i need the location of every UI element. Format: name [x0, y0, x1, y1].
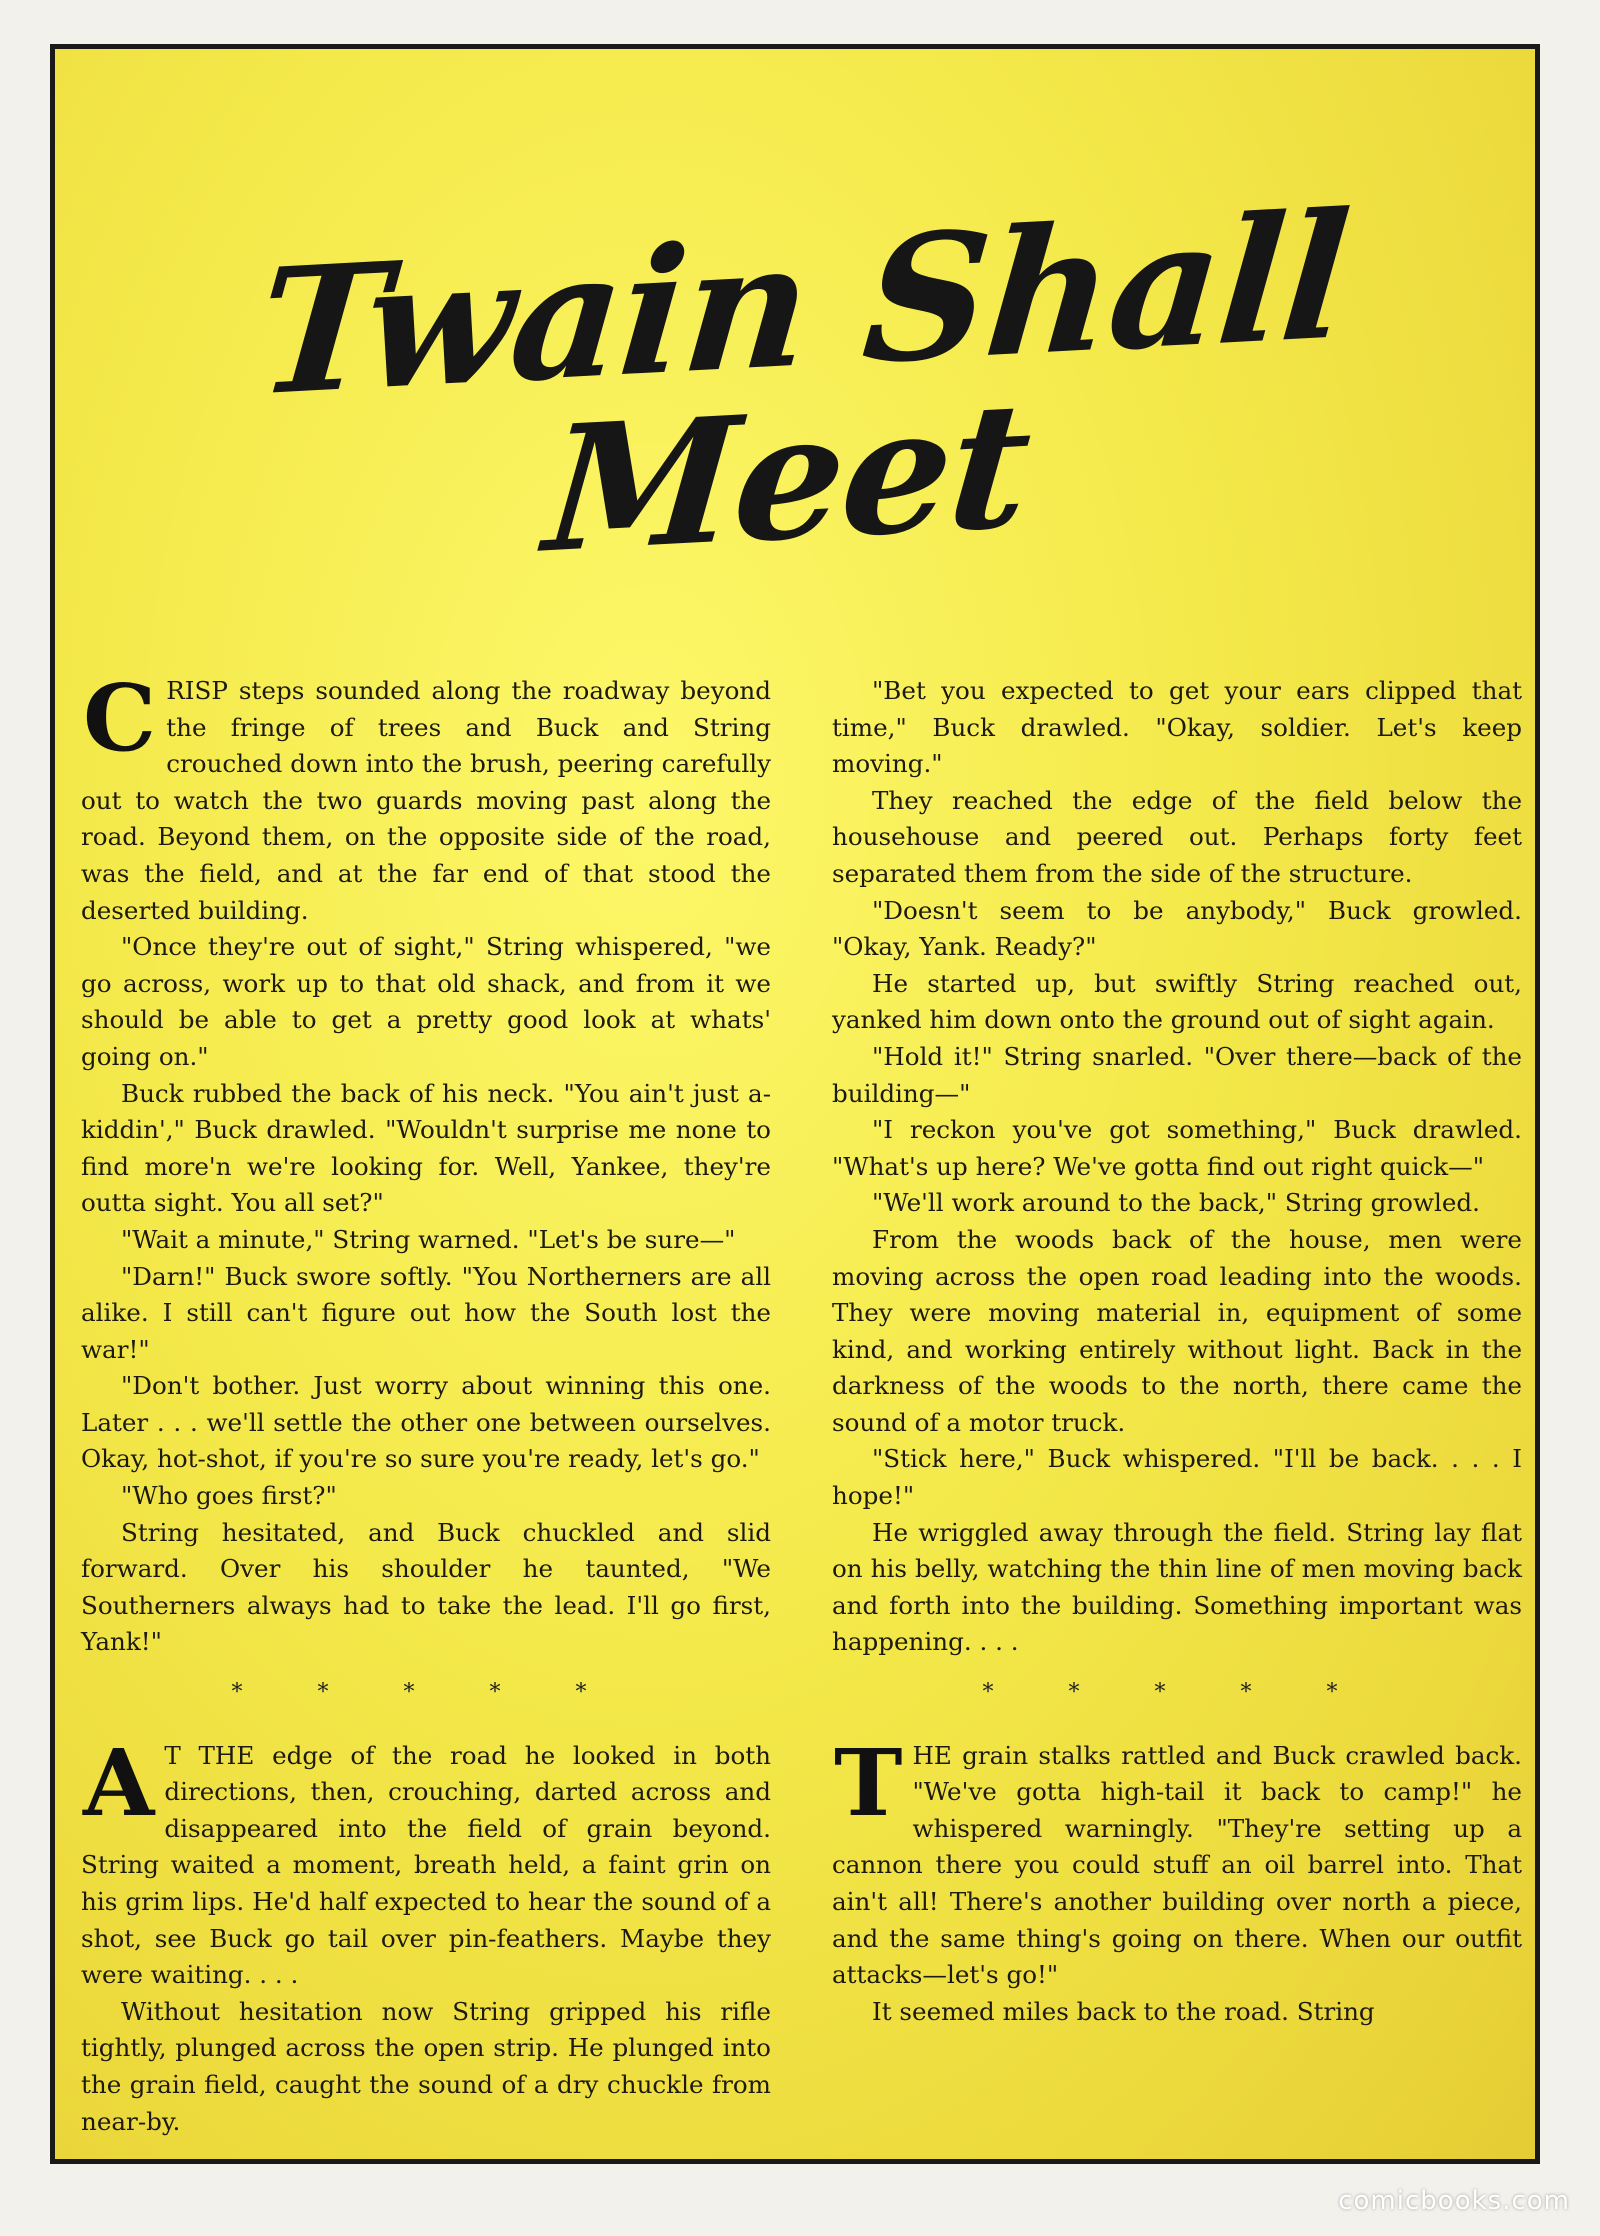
paragraph: Without hesitation now String gripped his rifle tightly, plunged across the open strip. He plunged into the grain field, caught the sound of a dry chuckle from near-by. [81, 1996, 771, 2136]
paragraph: "Who goes first?" [121, 1481, 337, 1511]
paragraph: "Doesn't seem to be anybody," Buck growled. "Okay, Yank. Ready?" [832, 895, 1522, 962]
section-break: * * * * * [231, 1680, 621, 1706]
paragraph-text: RISP steps sounded along the roadway beyond the fringe of trees and Buck and String crouched down into the brush, peering carefully out to watch the two guards moving past along the road. Beyond them, on the opposite side of the road, was the field, and at the far end of that stood the deserted building. [81, 676, 771, 925]
paragraph: "I reckon you've got something," Buck drawled. "What's up here? We've gotta find out right quick—" [832, 1115, 1522, 1181]
section-break: * * * * * [982, 1680, 1372, 1706]
story-page-frame [50, 44, 1540, 2164]
paragraph: "Wait a minute," String warned. "Let's be sure—" [121, 1224, 736, 1254]
story-title: Twain Shall Meet [250, 173, 1355, 592]
paragraph [81, 664, 771, 929]
paragraph: He started up, but swiftly String reached out, yanked him down onto the ground out of sight again. [832, 968, 1522, 1035]
left-text-column [81, 664, 771, 2140]
right-text-column [832, 673, 1522, 2030]
watermark: comicbooks.com [1338, 2186, 1570, 2216]
paragraph: "Darn!" Buck swore softly. "You Northerners are all alike. I still can't figure out how the South lost the war!" [81, 1261, 771, 1364]
paragraph: "Don't bother. Just worry about winning this one. Later . . . we'll settle the other one between ourselves. Okay, hot-shot, if you're so sure you're ready, let's go." [81, 1371, 771, 1474]
paragraph-text: T THE edge of the road he looked in both directions, then, crouching, darted across and disappeared into the field of grain beyond. String waited a moment, breath held, a faint grin on his grim lips. He'd half expected to hear the sound of a shot, see Buck go tail over pin-feathers. Maybe they were waiting. . . . [81, 1740, 771, 1990]
paragraph: "We'll work around to the back," String growled. [872, 1188, 1480, 1218]
drop-cap: T [834, 1728, 903, 1837]
paragraph [832, 1728, 1522, 1994]
drop-cap: C [83, 664, 157, 772]
drop-cap: A [83, 1728, 155, 1837]
paragraph: "Stick here," Buck whispered. "I'll be back. . . . I hope!" [832, 1444, 1522, 1511]
paragraph: "Bet you expected to get your ears clipped that time," Buck drawled. "Okay, soldier. Let's keep moving." [832, 676, 1522, 779]
paragraph: It seemed miles back to the road. String [872, 1996, 1375, 2026]
paragraph: From the woods back of the house, men were moving across the open road leading into the woods. They were moving material in, equipment of some kind, and working entirely without light. Back in the darkness of the woods to the north, there came the sound of a motor truck. [832, 1224, 1522, 1437]
paragraph: He wriggled away through the field. String lay flat on his belly, watching the thin line of men moving back and forth into the building. Something important was happening. . . . [832, 1517, 1522, 1657]
paragraph: "Once they're out of sight," String whispered, "we go across, work up to that old shack, and from it we should be able to get a pretty good look at whats' going on." [81, 932, 771, 1071]
paragraph [81, 1728, 771, 1994]
paragraph-text: HE grain stalks rattled and Buck crawled back. "We've gotta high-tail it back to camp!" he whispered warningly. "They're setting up a cannon there you could stuff an oil barrel into. That ain't all! There's another building over north a piece, and the same thing's going on there. When our outfit attacks—let's go!" [832, 1740, 1522, 1990]
paragraph: Buck rubbed the back of his neck. "You ain't just a-kiddin'," Buck drawled. "Wouldn't surprise me none to find more'n we're looking for. Well, Yankee, they're outta sight. You all set?" [81, 1078, 771, 1218]
paragraph: "Hold it!" String snarled. "Over there—back of the building—" [832, 1041, 1522, 1108]
paragraph: They reached the edge of the field below the househouse and peered out. Perhaps forty feet separated them from the side of the structure. [832, 785, 1522, 888]
paragraph: String hesitated, and Buck chuckled and slid forward. Over his shoulder he taunted, "We Southerners always had to take the lead. I'll go first, Yank!" [81, 1517, 771, 1657]
